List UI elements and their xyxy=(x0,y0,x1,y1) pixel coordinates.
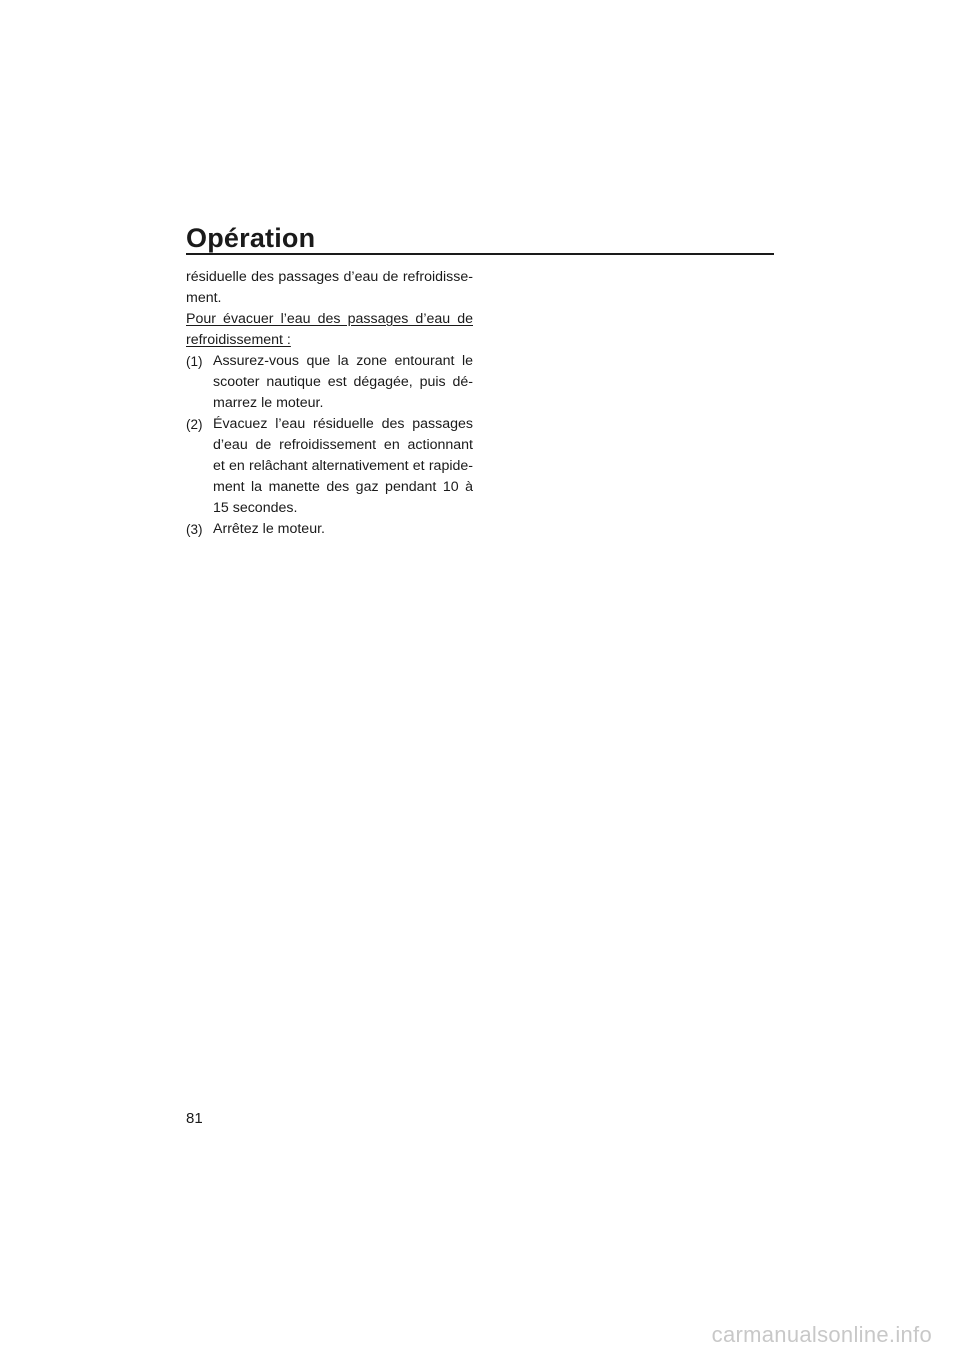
page-number: 81 xyxy=(186,1110,203,1127)
page-title: Opération xyxy=(186,223,316,253)
list-item xyxy=(186,519,473,540)
page-content xyxy=(186,267,473,540)
step-text: Assurez-vous que la zone entourant le scooter nautique est dégagée, puis dé-marrez le moteur. xyxy=(213,353,473,411)
steps-list xyxy=(186,351,473,540)
step-number: (3) xyxy=(186,522,203,537)
section-subheading: Pour évacuer l’eau des passages d’eau de refroidissement : xyxy=(186,311,473,348)
step-text: Arrêtez le moteur. xyxy=(213,521,325,537)
step-number: (1) xyxy=(186,354,203,369)
step-text: Évacuez l’eau résiduelle des passages d’eau de refroidissement en actionnant et en relâchant alternativement et rapide-ment la manette des gaz pendant 10 à 15 secondes. xyxy=(213,416,473,516)
list-item xyxy=(186,414,473,519)
watermark-link[interactable]: carmanualsonline.info xyxy=(711,1322,932,1347)
title-rule xyxy=(186,253,774,255)
list-item xyxy=(186,351,473,414)
step-number: (2) xyxy=(186,417,203,432)
intro-paragraph: résiduelle des passages d’eau de refroidisse-ment. xyxy=(186,269,473,306)
